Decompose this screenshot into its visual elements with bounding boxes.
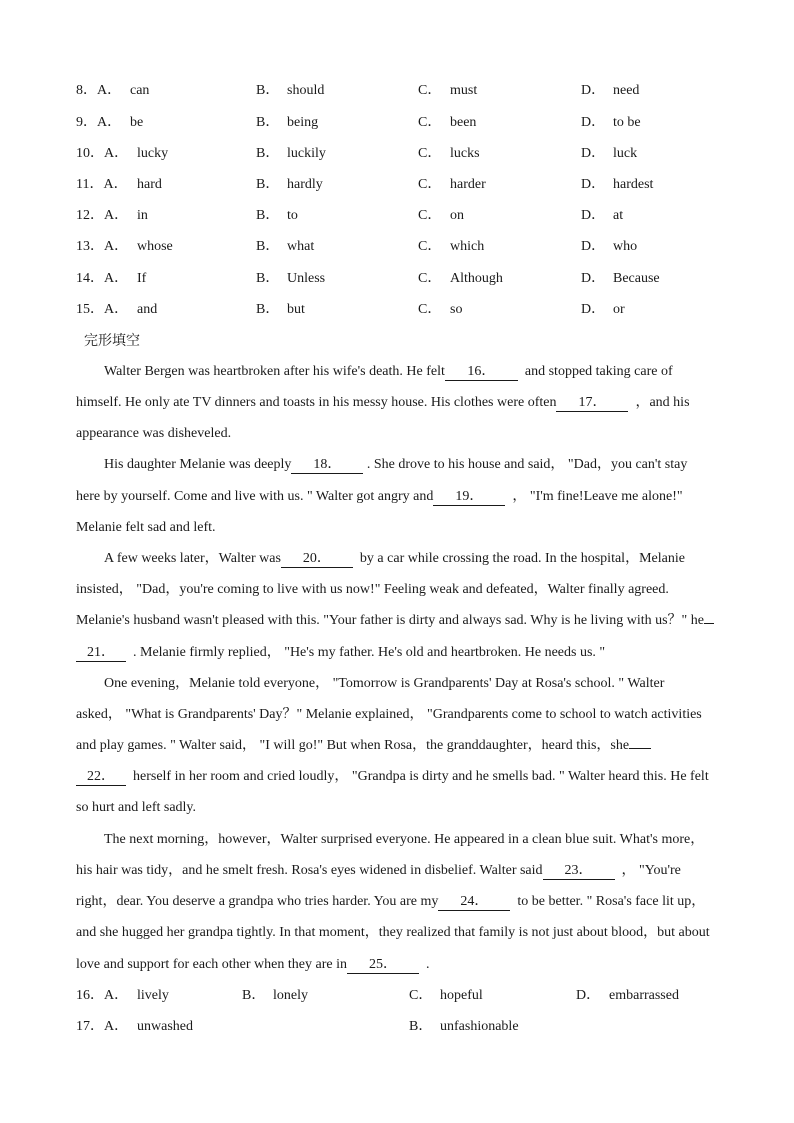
option-d-letter: D． (581, 115, 606, 130)
passage-line: The next morning，however，Walter surprised everyone. He appeared in a clean blue suit. What's more， (104, 832, 705, 847)
passage-text: himself. He only ate TV dinners and toasts in his messy house. His clothes were often (76, 395, 557, 410)
blank-23: 23． (543, 862, 615, 880)
passage-line (76, 736, 651, 756)
option-d-letter: D． (581, 146, 606, 161)
blank-18: 18． (291, 456, 363, 474)
question-row (76, 986, 756, 1006)
passage-text: A few weeks later，Walter was (104, 551, 281, 566)
option-d: who (613, 239, 638, 254)
option-b-letter: B． (256, 208, 280, 223)
passage-text: His daughter Melanie was deeply (104, 457, 292, 472)
option-c: so (450, 302, 463, 317)
passage-line (76, 643, 605, 663)
option-b: to (287, 208, 298, 223)
passage-text: Walter Bergen was heartbroken after his wife's death. He felt (104, 364, 445, 379)
question-number: 13．A． (76, 239, 129, 254)
passage-text: . She drove to his house and said， "Dad，you can't stay (366, 457, 688, 472)
option-c-letter: C． (418, 208, 442, 223)
question-number: 17．A． (76, 1019, 129, 1034)
passage-text: and play games. " Walter said， "I will go!" But when Rosa，the granddaughter，heard this，she (76, 738, 630, 753)
option-b: hardly (287, 177, 323, 192)
passage-line: asked， "What is Grandparents' Day？" Melanie explained， "Grandparents come to school to watch activities (76, 707, 702, 722)
option-c-letter: C． (418, 146, 442, 161)
option-c-letter: C． (418, 177, 442, 192)
passage-text: his hair was tidy，and he smelt fresh. Rosa's eyes widened in disbelief. Walter said (76, 863, 543, 878)
option-c: on (450, 208, 464, 223)
blank-22-lead (629, 748, 651, 749)
passage-text: herself in her room and cried loudly， "Grandpa is dirty and he smells bad. " Walter heard this. He felt (133, 769, 709, 784)
passage-line: insisted， "Dad，you're coming to live with us now!" Feeling weak and defeated，Walter finally agreed. (76, 582, 669, 597)
question-number: 8．A． (76, 83, 122, 98)
passage-text: and stopped taking care of (524, 364, 673, 379)
option-d-letter: D． (581, 271, 606, 286)
option-c: been (450, 115, 477, 130)
passage-line (104, 549, 685, 569)
option-b: unfashionable (440, 1019, 519, 1034)
option-d: need (613, 83, 640, 98)
option-d: at (613, 208, 624, 223)
passage-text: here by yourself. Come and live with us. " Walter got angry and (76, 489, 434, 504)
question-row (76, 113, 756, 133)
option-d-letter: D． (581, 177, 606, 192)
passage-text: Melanie's husband wasn't pleased with this. "Your father is dirty and always sad. Why is he living with us？" he (76, 613, 704, 628)
question-number: 9．A． (76, 115, 122, 130)
passage-text: right，dear. You deserve a grandpa who tries harder. You are my (76, 894, 439, 909)
option-b-letter: B． (256, 146, 280, 161)
option-d: Because (613, 271, 660, 286)
option-c-letter: C． (418, 271, 442, 286)
question-number: 11．A． (76, 177, 128, 192)
option-c: must (450, 83, 478, 98)
blank-20: 20． (281, 550, 353, 568)
passage-line (76, 861, 681, 881)
option-a: and (137, 302, 158, 317)
passage-line (76, 393, 690, 413)
section-heading: 完形填空 (84, 333, 140, 349)
option-a: If (137, 271, 147, 286)
question-row (76, 269, 756, 289)
option-c: Although (450, 271, 503, 286)
question-row (76, 1017, 756, 1037)
option-b-letter: B． (256, 115, 280, 130)
passage-line (104, 362, 673, 382)
blank-22: 22． (76, 768, 126, 786)
option-a: be (130, 115, 144, 130)
blank-21: 21． (76, 644, 126, 662)
option-b-letter: B． (256, 302, 280, 317)
blank-16: 16． (445, 363, 518, 381)
option-d: to be (613, 115, 641, 130)
passage-text: . Melanie firmly replied， "He's my father. He's old and heartbroken. He needs us. " (133, 645, 606, 660)
option-c-letter: C． (409, 988, 433, 1003)
question-number: 14．A． (76, 271, 129, 286)
option-b: should (287, 83, 325, 98)
option-b-letter: B． (242, 988, 266, 1003)
option-b: being (287, 115, 319, 130)
option-a: lively (137, 988, 169, 1003)
question-number: 15．A． (76, 302, 129, 317)
passage-line: One evening，Melanie told everyone， "Tomorrow is Grandparents' Day at Rosa's school. " Walter (104, 676, 665, 691)
passage-text: ，and his (635, 395, 690, 410)
option-a: hard (137, 177, 162, 192)
option-c: lucks (450, 146, 480, 161)
option-d: luck (613, 146, 638, 161)
passage-line: appearance was disheveled. (76, 426, 232, 441)
blank-24: 24． (438, 893, 510, 911)
blank-21-lead (704, 623, 714, 624)
option-d-letter: D． (581, 83, 606, 98)
option-c: hopeful (440, 988, 483, 1003)
option-a: unwashed (137, 1019, 193, 1034)
question-number: 16．A． (76, 988, 129, 1003)
passage-text: ， "I'm fine!Leave me alone!" (512, 489, 683, 504)
option-d: embarrassed (609, 988, 679, 1003)
option-b-letter: B． (409, 1019, 433, 1034)
option-d-letter: D． (581, 208, 606, 223)
option-b-letter: B． (256, 239, 280, 254)
option-d-letter: D． (581, 302, 606, 317)
passage-line (76, 955, 429, 975)
option-a: in (137, 208, 148, 223)
option-c-letter: C． (418, 239, 442, 254)
option-b-letter: B． (256, 177, 280, 192)
passage-line (76, 487, 683, 507)
passage-text: ， "You're (621, 863, 681, 878)
option-d-letter: D． (576, 988, 601, 1003)
option-b: but (287, 302, 305, 317)
option-c-letter: C． (418, 115, 442, 130)
passage-line: Melanie felt sad and left. (76, 520, 216, 535)
option-a: lucky (137, 146, 169, 161)
option-b: luckily (287, 146, 326, 161)
blank-25: 25． (347, 956, 419, 974)
blank-19: 19． (433, 488, 505, 506)
passage-text: . (425, 957, 430, 972)
question-number: 10．A． (76, 146, 129, 161)
passage-line (76, 767, 709, 787)
passage-line (76, 611, 714, 631)
option-d: hardest (613, 177, 654, 192)
option-c: which (450, 239, 485, 254)
passage-text: love and support for each other when they are in (76, 957, 347, 972)
passage-text: to be better. " Rosa's face lit up， (517, 894, 706, 909)
question-row (76, 144, 756, 164)
option-d: or (613, 302, 625, 317)
option-b-letter: B． (256, 271, 280, 286)
blank-17: 17． (556, 394, 628, 412)
option-b: Unless (287, 271, 326, 286)
option-d-letter: D． (581, 239, 606, 254)
question-row (76, 237, 756, 257)
passage-line (76, 892, 705, 912)
question-row (76, 300, 756, 320)
option-c: harder (450, 177, 486, 192)
option-a: whose (137, 239, 173, 254)
question-row (76, 206, 756, 226)
option-b-letter: B． (256, 83, 280, 98)
option-c-letter: C． (418, 83, 442, 98)
question-number: 12．A． (76, 208, 129, 223)
passage-text: by a car while crossing the road. In the hospital，Melanie (359, 551, 685, 566)
question-row (76, 81, 756, 101)
option-c-letter: C． (418, 302, 442, 317)
passage-line: and she hugged her grandpa tightly. In that moment，they realized that family is not just about blood，but about (76, 925, 710, 940)
question-row (76, 175, 756, 195)
passage-line (104, 455, 687, 475)
option-b: lonely (273, 988, 308, 1003)
option-a: can (130, 83, 150, 98)
passage-line: so hurt and left sadly. (76, 800, 197, 815)
option-b: what (287, 239, 315, 254)
